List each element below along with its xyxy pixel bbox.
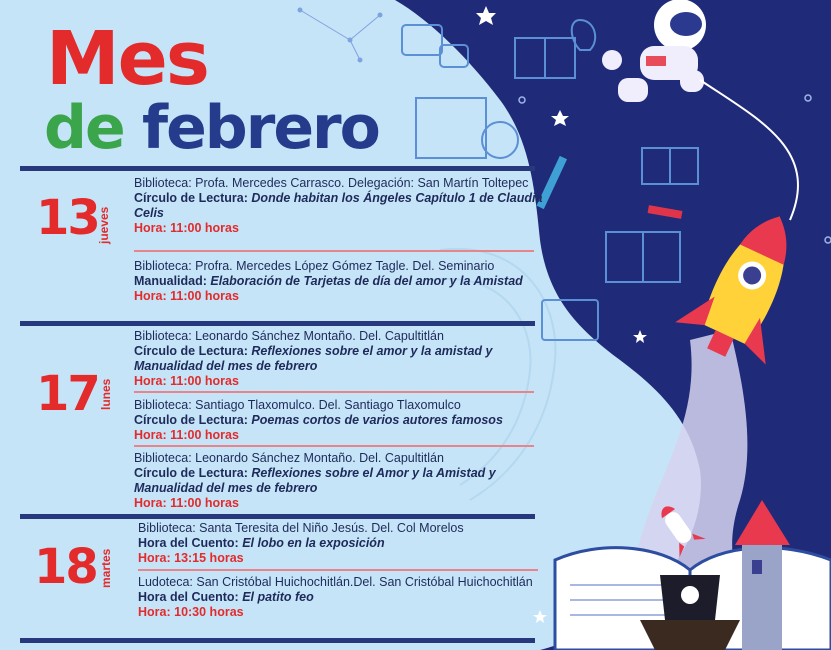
event-divider: [138, 569, 538, 571]
event-time: Hora: 11:00 horas: [134, 221, 239, 235]
event-time: Hora: 10:30 horas: [138, 605, 244, 619]
event-activity: Hora del Cuento: El lobo en la exposición: [138, 536, 385, 550]
title-mes: Mes: [46, 16, 208, 102]
section-divider: [20, 321, 535, 326]
section-divider: [20, 514, 535, 519]
event-item: [134, 451, 544, 511]
event-item: [134, 329, 544, 389]
event-item: [138, 575, 548, 620]
event-venue: Biblioteca: Leonardo Sánchez Montaño. Del. Capultitlán: [134, 451, 444, 465]
event-item: [138, 521, 548, 566]
event-divider: [134, 445, 534, 447]
event-venue: Biblioteca: Santa Teresita del Niño Jesús. Del. Col Morelos: [138, 521, 464, 535]
title-month: febrero: [142, 93, 379, 163]
event-venue: Biblioteca: Santiago Tlaxomulco. Del. Santiago Tlaxomulco: [134, 398, 461, 412]
section-divider: [20, 166, 535, 171]
title-de: de: [44, 93, 124, 163]
event-divider: [134, 250, 534, 252]
weekday-label: martes: [99, 548, 113, 588]
event-venue: Biblioteca: Profra. Mercedes López Gómez Tagle. Del. Seminario: [134, 259, 495, 273]
event-venue: Biblioteca: Profa. Mercedes Carrasco. Delegación: San Martín Toltepec: [134, 176, 529, 190]
event-activity: Círculo de Lectura: Reflexiones sobre el amor y la amistad y Manualidad del mes de febrero: [134, 344, 493, 373]
event-time: Hora: 13:15 horas: [138, 551, 244, 565]
event-item: [134, 398, 544, 443]
event-activity: Hora del Cuento: El patito feo: [138, 590, 314, 604]
event-activity: Manualidad: Elaboración de Tarjetas de día del amor y la Amistad: [134, 274, 523, 288]
event-time: Hora: 11:00 horas: [134, 289, 239, 303]
event-item: [134, 259, 544, 304]
weekday-label: jueves: [97, 206, 111, 244]
event-item: [134, 176, 544, 236]
section-divider: [20, 638, 535, 643]
event-time: Hora: 11:00 horas: [134, 496, 239, 510]
event-venue: Biblioteca: Leonardo Sánchez Montaño. Del. Capultitlán: [134, 329, 444, 343]
event-time: Hora: 11:00 horas: [134, 428, 239, 442]
day-number-18: 18: [34, 539, 97, 595]
weekday-label: lunes: [99, 378, 113, 410]
day-number-13: 13: [36, 190, 99, 246]
event-venue: Ludoteca: San Cristóbal Huichochitlán.Del. San Cristóbal Huichochitlán: [138, 575, 533, 589]
event-time: Hora: 11:00 horas: [134, 374, 239, 388]
day-number-17: 17: [36, 366, 99, 422]
event-activity: Círculo de Lectura: Reflexiones sobre el Amor y la Amistad y Manualidad del mes de febrero: [134, 466, 496, 495]
event-activity: Círculo de Lectura: Donde habitan los Ángeles Capítulo 1 de Claudia Celis: [134, 191, 543, 220]
event-divider: [134, 391, 534, 393]
event-activity: Círculo de Lectura: Poemas cortos de varios autores famosos: [134, 413, 503, 427]
